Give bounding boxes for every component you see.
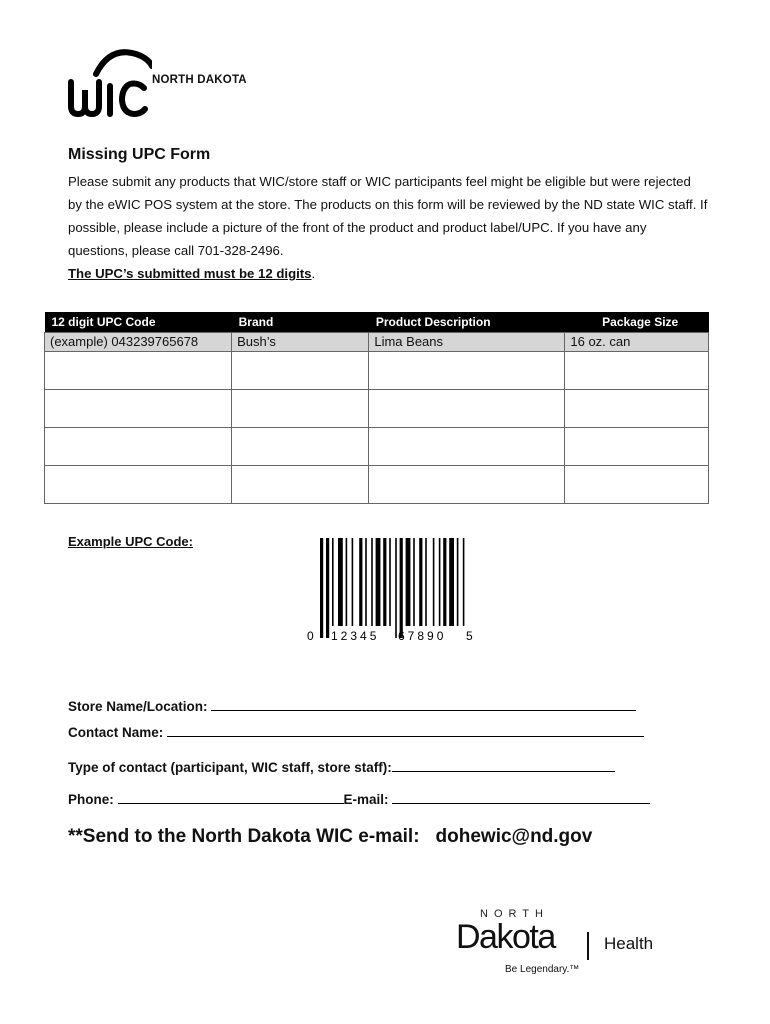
wic-logo-mark bbox=[66, 44, 152, 120]
email-underline[interactable] bbox=[392, 791, 650, 804]
table-header-row bbox=[45, 312, 709, 333]
upc-digits-note: The UPC’s submitted must be 12 digits bbox=[68, 266, 312, 281]
barcode-bar bbox=[320, 538, 323, 638]
intro-paragraph: Please submit any products that WIC/store staff or WIC participants feel might be eligible but were rejected by the eWIC POS system at the store. The products on this form will be reviewed by the ND state WIC staff. If possible, please include a picture of the front of the product and product label/UPC. If you have any questions, please call 701-328-2496. bbox=[68, 174, 708, 258]
barcode-bar bbox=[383, 538, 386, 626]
description-entry-cell[interactable] bbox=[369, 390, 565, 428]
contact-type-underline[interactable] bbox=[392, 759, 615, 772]
package-entry-cell[interactable] bbox=[565, 352, 709, 390]
barcode-bar bbox=[326, 538, 329, 638]
contact-name-underline[interactable] bbox=[167, 724, 644, 737]
header-upc-code: 12 digit UPC Code bbox=[45, 312, 232, 333]
example-upc-cell: (example) 043239765678 bbox=[45, 333, 232, 352]
barcode-bar bbox=[332, 538, 334, 626]
phone-label: Phone: bbox=[68, 792, 114, 807]
barcode-bar bbox=[371, 538, 373, 626]
email-label: E-mail: bbox=[343, 792, 389, 807]
brand-entry-cell[interactable] bbox=[232, 390, 369, 428]
barcode-bar bbox=[346, 538, 348, 626]
intro-note-line bbox=[68, 262, 708, 285]
example-upc-label: Example UPC Code: bbox=[68, 534, 193, 549]
package-entry-cell[interactable] bbox=[565, 390, 709, 428]
description-entry-cell[interactable] bbox=[369, 352, 565, 390]
example-description-cell: Lima Beans bbox=[369, 333, 565, 352]
barcode-bar bbox=[449, 538, 454, 626]
table-row[interactable] bbox=[45, 390, 709, 428]
example-row bbox=[45, 333, 709, 352]
barcode-bar bbox=[439, 538, 441, 626]
barcode-left-group: 12345 bbox=[331, 629, 380, 643]
contact-type-label: Type of contact (participant, WIC staff, store staff): bbox=[68, 760, 392, 775]
table-row[interactable] bbox=[45, 352, 709, 390]
barcode-bar bbox=[352, 538, 354, 626]
barcode-bar bbox=[395, 538, 397, 638]
brand-entry-cell[interactable] bbox=[232, 428, 369, 466]
contact-name-field[interactable] bbox=[68, 724, 644, 740]
barcode-bar bbox=[338, 538, 343, 626]
barcode-bar bbox=[419, 538, 422, 626]
package-entry-cell[interactable] bbox=[565, 466, 709, 504]
barcode-bar bbox=[376, 538, 381, 626]
intro-text bbox=[68, 170, 708, 285]
phone-underline[interactable] bbox=[118, 791, 344, 804]
example-package-cell: 16 oz. can bbox=[565, 333, 709, 352]
brand-entry-cell[interactable] bbox=[232, 352, 369, 390]
barcode-bar bbox=[443, 538, 446, 626]
nd-logo-separator bbox=[587, 932, 589, 960]
upc-entry-cell[interactable] bbox=[45, 352, 232, 390]
header-package-size: Package Size bbox=[565, 312, 709, 333]
brand-entry-cell[interactable] bbox=[232, 466, 369, 504]
note-period: . bbox=[311, 266, 316, 281]
store-name-label: Store Name/Location: bbox=[68, 699, 208, 714]
package-entry-cell[interactable] bbox=[565, 428, 709, 466]
barcode-right-group: 67890 bbox=[398, 629, 447, 643]
nd-logo-tagline: Be Legendary.™ bbox=[505, 964, 580, 975]
barcode-image bbox=[306, 538, 481, 646]
nd-logo-health: Health bbox=[604, 934, 654, 953]
wic-logo bbox=[66, 44, 256, 120]
barcode-bar bbox=[400, 538, 403, 638]
send-email[interactable]: dohewic@nd.gov bbox=[435, 826, 593, 847]
contact-name-label: Contact Name: bbox=[68, 725, 164, 740]
send-text: **Send to the North Dakota WIC e-mail: bbox=[68, 826, 420, 847]
barcode-bar bbox=[457, 538, 459, 626]
table-row[interactable] bbox=[45, 466, 709, 504]
upc-entry-cell[interactable] bbox=[45, 466, 232, 504]
barcode-bar bbox=[463, 538, 465, 626]
table-row[interactable] bbox=[45, 428, 709, 466]
upc-table bbox=[44, 312, 709, 504]
contact-type-field[interactable] bbox=[68, 759, 615, 775]
example-brand-cell: Bush’s bbox=[232, 333, 369, 352]
nd-logo-north: NORTH bbox=[480, 908, 549, 920]
barcode-bar bbox=[389, 538, 391, 626]
page-title: Missing UPC Form bbox=[68, 146, 211, 163]
barcode-bar bbox=[365, 538, 367, 626]
upc-entry-cell[interactable] bbox=[45, 390, 232, 428]
barcode-left-digit: 0 bbox=[307, 629, 314, 643]
description-entry-cell[interactable] bbox=[369, 428, 565, 466]
wic-logo-state: NORTH DAKOTA bbox=[152, 74, 247, 86]
send-instructions bbox=[68, 826, 592, 848]
barcode-bar bbox=[359, 538, 362, 626]
barcode-bar bbox=[425, 538, 427, 626]
barcode-bar bbox=[413, 538, 415, 626]
store-name-underline[interactable] bbox=[211, 698, 636, 711]
upc-entry-cell[interactable] bbox=[45, 428, 232, 466]
header-product-description: Product Description bbox=[369, 312, 565, 333]
nd-health-logo bbox=[456, 906, 666, 986]
description-entry-cell[interactable] bbox=[369, 466, 565, 504]
barcode-bar bbox=[433, 538, 435, 626]
phone-email-field[interactable] bbox=[68, 791, 650, 807]
barcode-bar bbox=[406, 538, 411, 626]
nd-logo-dakota: Dakota bbox=[456, 918, 555, 956]
header-brand: Brand bbox=[232, 312, 369, 333]
barcode-right-digit: 5 bbox=[466, 629, 473, 643]
store-name-field[interactable] bbox=[68, 698, 636, 714]
